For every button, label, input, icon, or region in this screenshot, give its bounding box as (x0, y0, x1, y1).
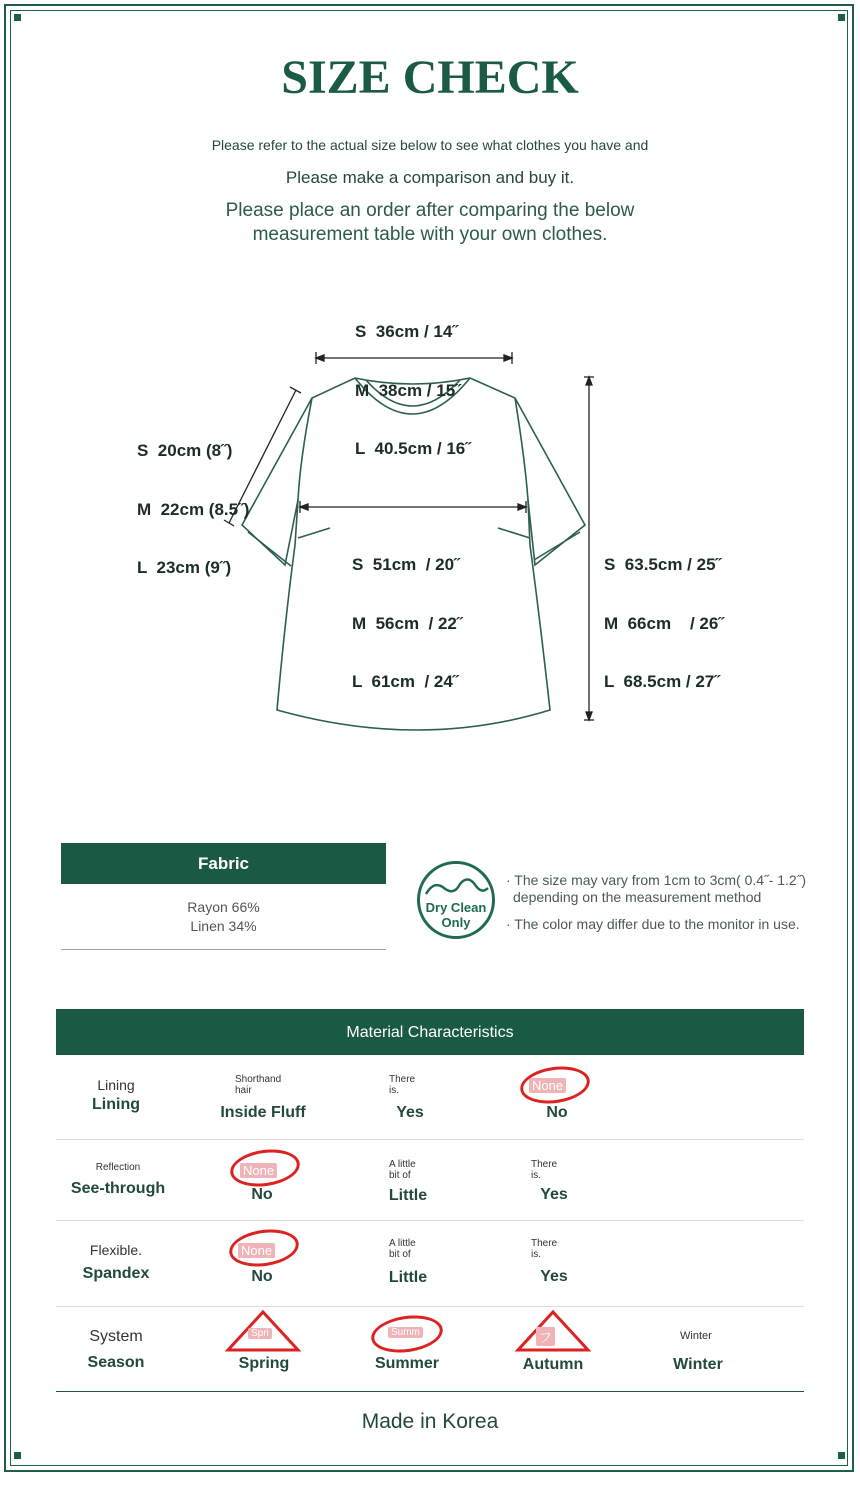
sleeve-size-l: L 23cm (9˝) (137, 558, 232, 577)
label-small: Reflection (95, 1162, 141, 1173)
dry-clean-label (420, 900, 492, 930)
value-no: No (251, 1268, 273, 1285)
small-line: A little (389, 1159, 416, 1170)
cell-small (389, 1159, 416, 1181)
fabric-rayon: Rayon 66% (187, 899, 260, 915)
cell-small: Winter (680, 1330, 712, 1342)
corner-square (14, 1452, 21, 1459)
value-yes: Yes (540, 1186, 568, 1203)
tag-season: Summ (388, 1327, 423, 1338)
page-title: SIZE CHECK (281, 51, 579, 104)
row-see-through-label (58, 1162, 178, 1198)
tag-season: Spri (248, 1328, 272, 1339)
note-size-cont: depending on the measurement method (513, 889, 762, 905)
intro-line-4: measurement table with your own clothes. (252, 224, 608, 245)
only-text: Only (441, 915, 471, 930)
label-main: Spandex (82, 1265, 150, 1282)
material-heading: Material Characteristics (56, 1009, 804, 1055)
chest-size-l: L 61cm / 24˝ (352, 672, 459, 691)
cell-small (389, 1074, 415, 1096)
shoulder-measurements (355, 283, 471, 478)
shoulder-size-s: S 36cm / 14˝ (355, 322, 459, 341)
sleeve-size-s: S 20cm (8˝) (137, 441, 233, 460)
chest-size-m: M 56cm / 22˝ (352, 613, 463, 633)
row-spandex-label (56, 1242, 176, 1283)
wave-icon (420, 870, 492, 900)
length-size-m: M 66cm / 26˝ (604, 613, 724, 633)
label-main: Lining (92, 1096, 140, 1113)
cell-small (235, 1074, 281, 1096)
row-season-label (56, 1328, 176, 1372)
small-line: There (531, 1238, 558, 1249)
label-small: System (89, 1328, 143, 1345)
value-little: Little (388, 1187, 428, 1204)
label-small: Flexible. (89, 1242, 143, 1258)
value-little: Little (388, 1269, 428, 1286)
value-no: No (546, 1104, 568, 1121)
chest-measurements (352, 516, 463, 711)
small-line: is. (389, 1085, 399, 1096)
note-color: · The color may differ due to the monitor in use. (506, 916, 800, 932)
row-divider (56, 1220, 804, 1221)
value-summer: Summer (374, 1355, 440, 1372)
value-no: No (251, 1186, 273, 1203)
small-line: bit of (389, 1170, 411, 1181)
value-winter: Winter (673, 1356, 723, 1373)
shoulder-size-m: M 38cm / 15˝ (355, 380, 461, 400)
divider (61, 949, 386, 950)
chest-size-s: S 51cm / 20˝ (352, 555, 460, 574)
cell-small (389, 1238, 416, 1260)
sleeve-measurements (137, 402, 249, 597)
dry-clean-text: Dry Clean (425, 900, 487, 915)
fabric-heading: Fabric (61, 843, 386, 884)
tag-none: None (529, 1078, 566, 1093)
small-line: is. (531, 1170, 541, 1181)
divider (56, 1391, 804, 1392)
value-yes: Yes (540, 1268, 568, 1285)
dry-clean-only-icon (417, 861, 495, 939)
shoulder-size-l: L 40.5cm / 16˝ (355, 439, 471, 458)
value-autumn: Autumn (522, 1356, 584, 1373)
fabric-linen: Linen 34% (190, 918, 257, 934)
small-line: hair (235, 1085, 252, 1096)
corner-square (838, 1452, 845, 1459)
row-divider (56, 1306, 804, 1307)
small-line: bit of (389, 1249, 411, 1260)
small-line: A little (389, 1238, 416, 1249)
fabric-composition (61, 898, 386, 936)
label-small: Lining (97, 1077, 135, 1093)
small-line: Shorthand (235, 1074, 282, 1085)
tag-none: None (238, 1243, 275, 1258)
sleeve-size-m: M 22cm (8.5˝) (137, 499, 250, 519)
intro-line-1: Please refer to the actual size below to see what clothes you have and (211, 137, 649, 153)
length-size-l: L 68.5cm / 27˝ (604, 672, 720, 691)
tag-none: None (240, 1163, 277, 1178)
note-size: · The size may vary from 1cm to 3cm( 0.4˝- 1.2˝) (506, 872, 807, 888)
value-spring: Spring (238, 1355, 290, 1372)
row-divider (56, 1139, 804, 1140)
length-measurements (604, 516, 724, 711)
row-lining-label (56, 1077, 176, 1114)
length-size-s: S 63.5cm / 25˝ (604, 555, 722, 574)
intro-line-3: Please place an order after comparing the below (225, 200, 635, 221)
value-inside-fluff: Inside Fluff (220, 1104, 306, 1121)
tag-season: フ (536, 1327, 555, 1346)
value-yes: Yes (396, 1104, 424, 1121)
small-line: is. (531, 1249, 541, 1260)
label-main: Season (87, 1354, 145, 1371)
care-notes (506, 872, 806, 933)
small-line: There (531, 1159, 558, 1170)
intro-line-2: Please make a comparison and buy it. (285, 168, 575, 187)
made-in-korea: Made in Korea (361, 1410, 499, 1433)
small-line: There (389, 1074, 416, 1085)
label-main: See-through (70, 1180, 166, 1197)
cell-small (531, 1238, 557, 1260)
cell-small (531, 1159, 557, 1181)
